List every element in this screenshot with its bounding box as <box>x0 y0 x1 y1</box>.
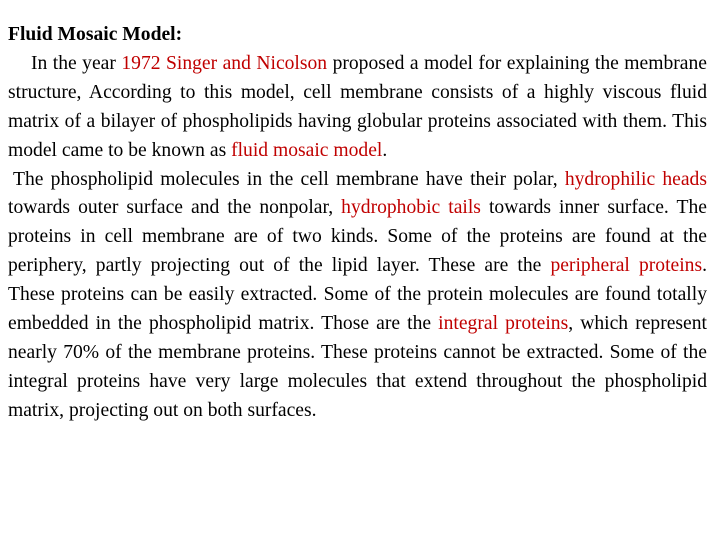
para2-text-4: . These proteins can be easily extracted. Some of the protein molecules are found totally embedded in the phospholipid matrix. Those are the <box>8 255 707 335</box>
highlight-hydrophilic-heads: hydrophilic heads <box>564 168 707 190</box>
para2-text-1: The phospholipid molecules in the cell membrane have their polar, <box>13 168 565 190</box>
para2-text-3: towards inner surface. The proteins in cell membrane are of two kinds. Some of the proteins are found at the periphery, partly projecting out of the lipid layer. These are the <box>8 197 707 277</box>
highlight-integral-proteins: integral proteins <box>438 313 569 335</box>
paragraph-model-introduction <box>8 50 707 166</box>
highlight-hydrophobic-tails: hydrophobic tails <box>341 197 481 219</box>
highlight-peripheral-proteins: peripheral proteins <box>550 255 703 277</box>
para1-text-2: proposed a model for explaining the membrane structure, According to this model, cell membrane consists of a highly viscous fluid matrix of a bilayer of phospholipids having globular proteins associated with them. This model came to be known as <box>8 52 707 161</box>
para1-text-3: . <box>382 139 388 161</box>
highlight-fluid-mosaic-model: fluid mosaic model <box>231 139 383 161</box>
highlight-singer-nicolson: 1972 Singer and Nicolson <box>121 52 328 74</box>
text-body <box>8 21 707 426</box>
para1-text-1: In the year <box>31 52 122 74</box>
para2-text-2: towards outer surface and the nonpolar, <box>8 197 342 219</box>
heading-fluid-mosaic-model: Fluid Mosaic Model: <box>8 24 183 45</box>
para2-text-5: , which represent nearly 70% of the membrane proteins. These proteins cannot be extracted. Some of the integral proteins have very large molecules that extend throughout the phospholipid matrix, projecting out on both surfaces. <box>8 313 707 421</box>
paragraph-membrane-composition <box>8 166 707 426</box>
